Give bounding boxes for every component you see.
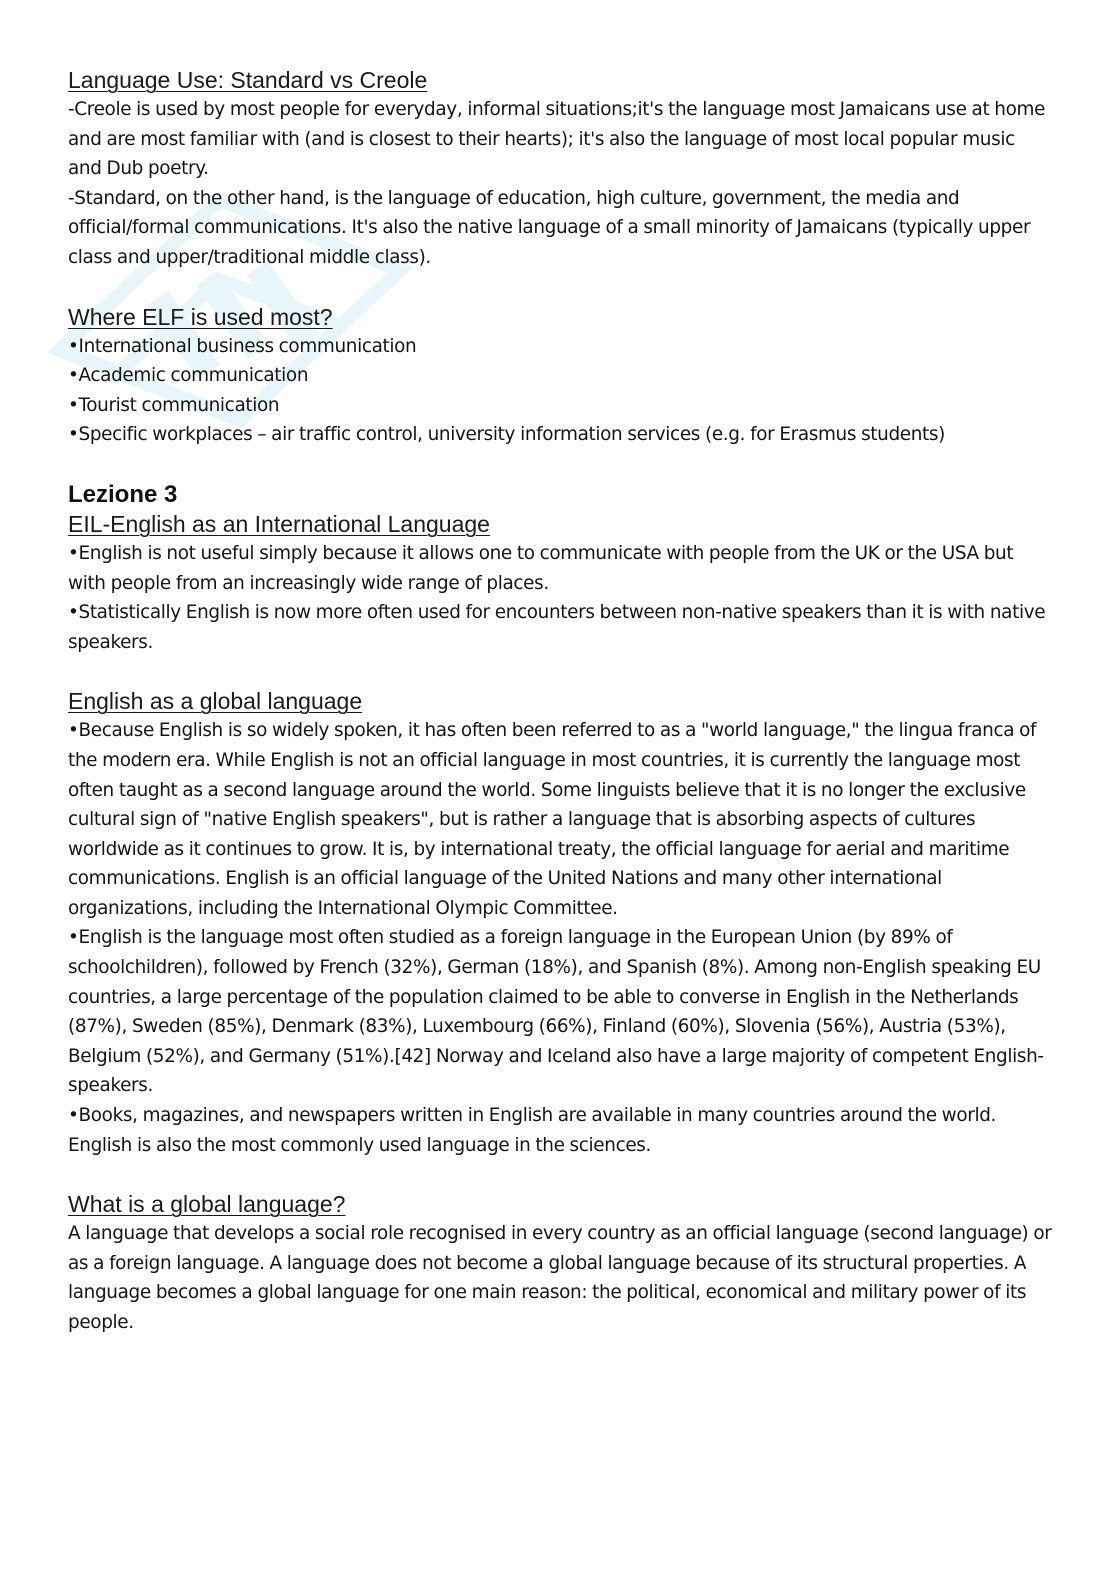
heading-elf-used: Where ELF is used most? — [68, 303, 333, 330]
section-what-global — [68, 1190, 1053, 1337]
paragraph-standard: -Standard, on the other hand, is the language of education, high culture, government, the media and official/formal communications. It's also the native language of a small minority of Jamaicans (typically upper class and upper/traditional middle class). — [68, 187, 1031, 268]
section-elf-used — [68, 303, 1053, 450]
list-item: •Specific workplaces – air traffic control, university information services (e.g. for Erasmus students) — [68, 424, 945, 446]
heading-what-global: What is a global language? — [68, 1191, 346, 1218]
heading-eil: EIL-English as an International Language — [68, 510, 490, 537]
paragraph-creole: -Creole is used by most people for everyday, informal situations;it's the language most Jamaicans use at home and are most familiar with (and is closest to their hearts); it's also the language of most local popular music and Dub poetry. — [68, 99, 1046, 180]
elf-list — [68, 332, 1053, 450]
document-page — [68, 66, 1053, 1338]
list-item: •International business communication — [68, 335, 417, 357]
heading-standard-vs-creole: Language Use: Standard vs Creole — [68, 67, 428, 93]
list-item: •Tourist communication — [68, 394, 280, 416]
list-item: •Academic communication — [68, 365, 309, 387]
paragraph-global-2: •English is the language most often studied as a foreign language in the European Union (by 89% of schoolchildren), followed by French (32%), German (18%), and Spanish (8%). Among non-English speaking EU countries, a large percentage of the population claimed to be able to converse in English in the Netherlands (87%), Sweden (85%), Denmark (83%), Luxembourg (66%), Finland (60%), Slovenia (56%), Austria (53%), Belgium (52%), and Germany (51%).[42] Norway and Iceland also have a large majority of competent English-speakers. — [68, 927, 1044, 1097]
lesson-title: Lezione 3 — [68, 480, 178, 508]
paragraph-eil-2: •Statistically English is now more often used for encounters between non-native speakers than it is with native speakers. — [68, 602, 1046, 653]
paragraph-what-global: A language that develops a social role recognised in every country as an official language (second language) or as a foreign language. A language does not become a global language because of its structural properties. A language becomes a global language for one main reason: the political, economical and military power of its people. — [68, 1223, 1052, 1333]
section-eil — [68, 510, 1053, 657]
paragraph-eil-1: •English is not useful simply because it allows one to communicate with people from the UK or the USA but with people from an increasingly wide range of places. — [68, 542, 1014, 594]
section-standard-vs-creole — [68, 66, 1053, 273]
paragraph-global-3: •Books, magazines, and newspapers written in English are available in many countries around the world. English is also the most commonly used language in the sciences. — [68, 1105, 997, 1156]
section-global-language — [68, 687, 1053, 1160]
paragraph-global-1: •Because English is so widely spoken, it has often been referred to as a "world language," the lingua franca of the modern era. While English is not an official language in most countries, it is currently the language most often taught as a second language around the world. Some linguists believe that it is no longer the exclusive cultural sign of "native English speakers", but is rather a language that is absorbing aspects of cultures worldwide as it continues to grow. It is, by international treaty, the official language for aerial and maritime communications. English is an official language of the United Nations and many other international organizations, including the International Olympic Committee. — [68, 720, 1037, 919]
heading-global-language: English as a global language — [68, 688, 363, 715]
